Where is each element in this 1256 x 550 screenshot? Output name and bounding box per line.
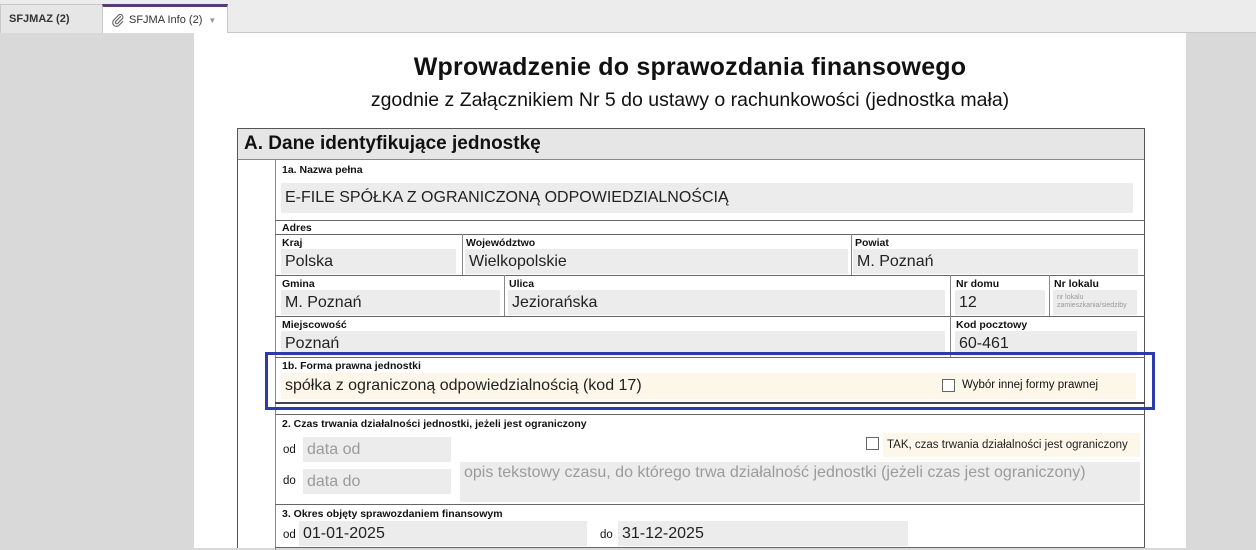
divider xyxy=(1049,275,1050,316)
kraj-field[interactable]: Polska xyxy=(281,249,456,274)
divider xyxy=(851,234,852,275)
tab-sfjmaz-label: SFJMAZ (2) xyxy=(9,13,70,25)
document-page xyxy=(194,33,1186,548)
czas-tak-label: TAK, czas trwania działalności jest ograniczony xyxy=(883,433,1140,457)
divider xyxy=(275,220,1145,221)
divider xyxy=(950,275,951,316)
divider xyxy=(275,234,1145,235)
czas-od-input[interactable]: data od xyxy=(303,437,451,462)
okres-od-label: od xyxy=(283,529,296,541)
divider xyxy=(462,234,463,275)
czas-od-label: od xyxy=(283,444,296,456)
nazwa-label: 1a. Nazwa pełna xyxy=(282,164,363,176)
divider xyxy=(275,275,1145,276)
kraj-label: Kraj xyxy=(282,237,303,249)
gmina-field[interactable]: M. Poznań xyxy=(281,290,500,315)
nr-lokalu-field[interactable]: nr lokalu zamieszkania/siedziby xyxy=(1053,290,1137,315)
tab-sfjma-info[interactable] xyxy=(102,4,228,33)
chevron-down-icon[interactable]: ▼ xyxy=(208,15,217,25)
forma-prawna-label: 1b. Forma prawna jednostki xyxy=(282,360,421,372)
powiat-label: Powiat xyxy=(855,237,889,249)
form-container xyxy=(237,128,1145,548)
divider xyxy=(950,316,951,357)
czas-opis-input[interactable]: opis tekstowy czasu, do którego trwa działalność jednostki (jeżeli czas jest ograniczony) xyxy=(460,462,1140,502)
nr-domu-label: Nr domu xyxy=(956,278,1000,290)
czas-trwania-label: 2. Czas trwania działalności jednostki, jeżeli jest ograniczony xyxy=(282,418,587,430)
wojewodztwo-label: Województwo xyxy=(466,237,536,249)
miejscowosc-label: Miejscowość xyxy=(282,319,347,331)
tab-sfjmaz[interactable] xyxy=(0,4,103,33)
miejscowosc-field[interactable]: Poznań xyxy=(281,331,945,356)
okres-od-input[interactable]: 01-01-2025 xyxy=(299,521,587,546)
kod-pocztowy-label: Kod pocztowy xyxy=(956,319,1028,331)
right-gutter xyxy=(1186,33,1256,548)
left-gutter xyxy=(0,33,194,548)
powiat-field[interactable]: M. Poznań xyxy=(853,249,1138,274)
czas-tak-checkbox[interactable] xyxy=(866,437,879,450)
gmina-label: Gmina xyxy=(282,278,315,290)
adres-label: Adres xyxy=(282,222,312,234)
forma-inna-label: Wybór innej formy prawnej xyxy=(962,379,1099,391)
kod-pocztowy-field[interactable]: 60-461 xyxy=(955,331,1137,356)
document-title: Wprowadzenie do sprawozdania finansowego xyxy=(413,53,967,81)
okres-do-label: do xyxy=(600,529,613,541)
divider xyxy=(504,275,505,316)
okres-label: 3. Okres objęty sprawozdaniem finansowym xyxy=(282,508,503,520)
nr-lokalu-label: Nr lokalu xyxy=(1054,278,1099,290)
document-subtitle: zgodnie z Załącznikiem Nr 5 do ustawy o rachunkowości (jednostka mała) xyxy=(370,89,1010,111)
paperclip-icon xyxy=(111,13,125,27)
ulica-field[interactable]: Jeziorańska xyxy=(508,290,945,315)
okres-do-input[interactable]: 31-12-2025 xyxy=(618,521,908,546)
divider xyxy=(275,316,1145,317)
selection-highlight xyxy=(265,352,1155,410)
section-a-heading: A. Dane identyfikujące jednostkę xyxy=(238,129,1144,160)
divider xyxy=(275,504,1145,505)
divider xyxy=(275,414,1145,415)
czas-do-input[interactable]: data do xyxy=(303,469,451,494)
tab-bar xyxy=(0,0,1256,33)
ulica-label: Ulica xyxy=(509,278,535,290)
nr-domu-field[interactable]: 12 xyxy=(955,290,1045,315)
forma-prawna-field[interactable]: spółka z ograniczoną odpowiedzialnością (kod 17) xyxy=(281,373,1136,399)
wojewodztwo-field[interactable]: Wielkopolskie xyxy=(465,249,848,274)
czas-do-label: do xyxy=(283,475,296,487)
nazwa-field[interactable]: E-FILE SPÓŁKA Z OGRANICZONĄ ODPOWIEDZIALNOŚCIĄ xyxy=(281,183,1133,213)
tab-sfjma-info-label: SFJMA Info (2) xyxy=(129,14,203,26)
